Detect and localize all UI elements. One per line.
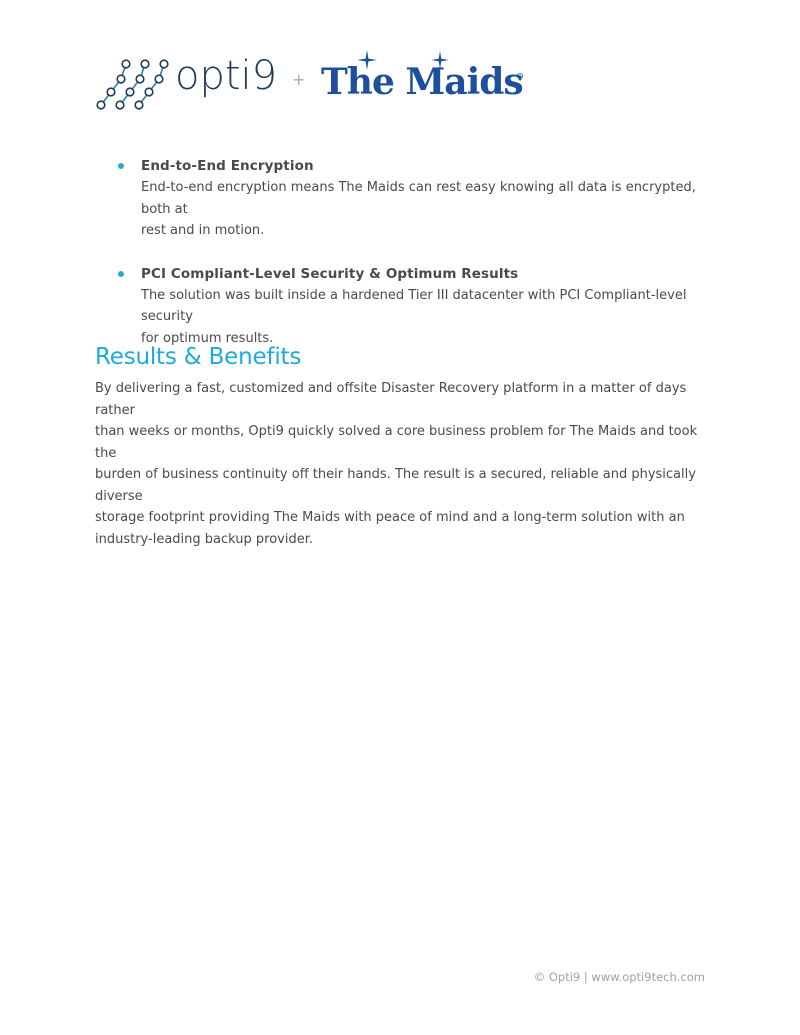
bullet-title: PCI Compliant-Level Security & Optimum Results	[141, 265, 519, 282]
feature-bullet-list	[118, 156, 718, 371]
section-paragraph	[95, 378, 710, 550]
plus-sign: +	[292, 70, 306, 89]
paragraph-line: By delivering a fast, customized and offsite Disaster Recovery platform in a matter of days rather	[95, 381, 687, 418]
bullet-dot-icon	[118, 271, 124, 277]
paragraph-line: than weeks or months, Opti9 quickly solved a core business problem for The Maids and took the	[95, 424, 698, 461]
the-maids-logo-text: The Maids	[321, 61, 523, 100]
bullet-dot-icon	[118, 163, 124, 169]
paragraph-line: industry-leading backup provider.	[95, 531, 313, 547]
bullet-line: End-to-end encryption means The Maids can rest easy knowing all data is encrypted, both at	[141, 180, 696, 217]
bullet-body	[141, 177, 718, 242]
bullet-title: End-to-End Encryption	[141, 158, 314, 174]
bullet-line: rest and in motion.	[141, 223, 265, 238]
paragraph-line: burden of business continuity off their hands. The result is a secured, reliable and physically diverse	[95, 467, 696, 504]
bullet-line: for optimum results.	[141, 330, 274, 346]
the-maids-logo	[321, 48, 526, 100]
logo-header	[95, 48, 535, 110]
list-item	[118, 156, 718, 242]
results-section	[95, 340, 710, 550]
bullet-line: The solution was built inside a hardened Tier III datacenter with PCI Compliant-level security	[141, 287, 687, 324]
paragraph-line: storage footprint providing The Maids with peace of mind and a long-term solution with an	[95, 510, 685, 525]
opti9-wordmark: opti9	[175, 53, 278, 99]
opti9-logo-icon	[95, 54, 173, 110]
page-footer: © Opti9 | www.opti9tech.com	[533, 970, 705, 984]
list-item	[118, 264, 718, 350]
section-heading: Results & Benefits	[95, 344, 302, 370]
